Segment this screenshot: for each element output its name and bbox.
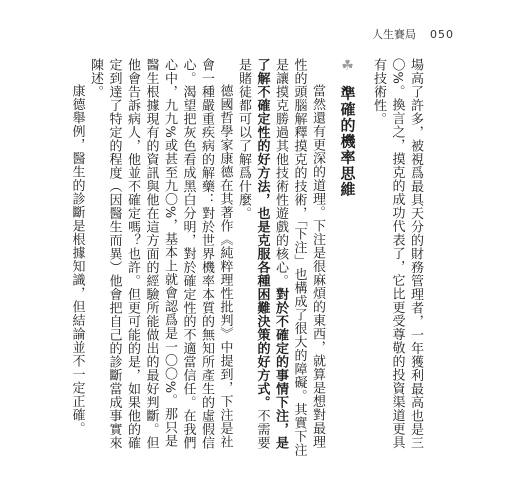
- body-text: [69, 58, 424, 458]
- section-title: 準確的機率思維: [338, 85, 357, 198]
- paragraph-3: 德國哲學家康德在其著作《純粹理性批判》中提到，下注是社會一種嚴重疾病的解藥：對於世界機率本質的無知所產生的虛假信心。渴望把灰色看成黑白分明，對於確定性的不適當信任。在我們心中，九九%或甚至九〇%，基本上就會認爲是一〇〇%。那只是醫生根據現有的資訊與他在這方面的經驗所能做出的最好判斷。但他會告訴病人，他並不確定嗎？也許。但更可能的是，如果他的確定到達了特定的程度（因醫生而異）他會把自己的診斷當成事實來陳述。: [88, 58, 233, 450]
- paragraph-2: [234, 58, 327, 458]
- paragraph-1: 場高了許多，被視爲最具天分的財務管理者，一年獲利最高也是三〇%。換言之，摸克的成功代表了，它比更受尊敬的投資渠道更具有技術性。: [371, 58, 423, 450]
- section-heading: [338, 58, 357, 458]
- paragraph-2-part-b: 不需要是賭徒都可以了解爲什麼。: [236, 58, 270, 450]
- page-number: 050: [430, 27, 454, 41]
- paragraph-3-insert: 康德舉例，醫生的診斷是根據知識，但結論並不一定正確。: [69, 84, 85, 435]
- book-title: 人生賽局: [372, 28, 416, 41]
- clover-icon: ☘: [339, 58, 356, 75]
- page-header: [372, 26, 454, 42]
- paragraph-2-bold: 對於不確定的事情下注，是了解不確定性的好方法，也是克服各種困難決策的好方式。: [254, 58, 288, 450]
- paragraph-2-part-a: 當然還有更深的道理。下注是很麻煩的東西，就算是想對最理性的頭腦解釋摸克的技術，「下注」也構成了很大的障礙。其實下注是讓摸克勝過其他技術性遊戲的核心。: [273, 58, 325, 457]
